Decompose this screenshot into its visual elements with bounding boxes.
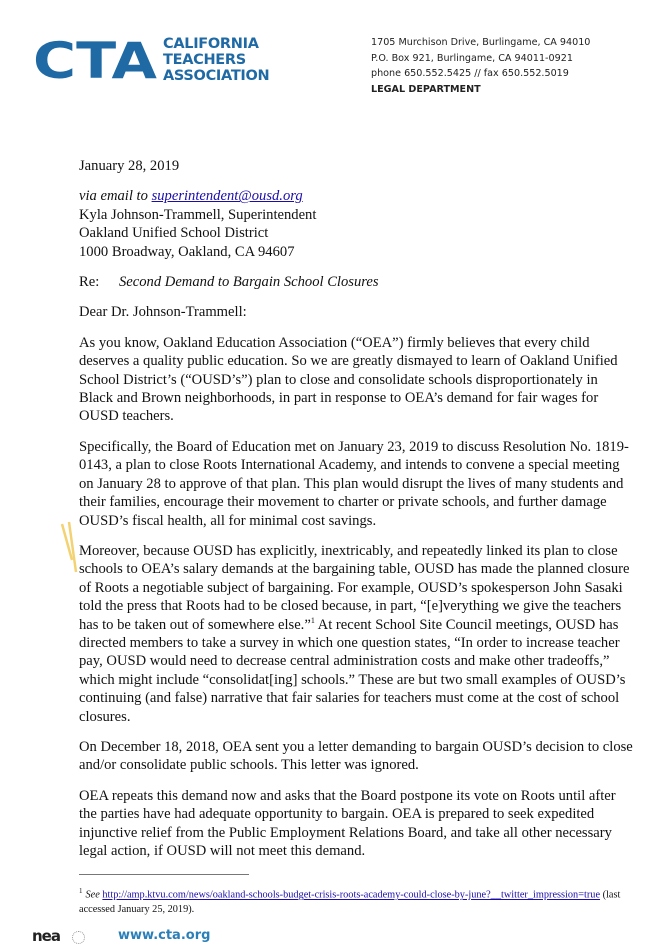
- paragraph: On December 18, 2018, OEA sent you a letter demanding to bargain OUSD’s decision to close and/or consolidate public schools. This letter was ignored.: [79, 738, 633, 774]
- via-email-label: via email to: [79, 188, 152, 205]
- paragraph: OEA repeats this demand now and asks that the Board postpone its vote on Roots until after the parties have had adequate opportunity to bargain. OEA is prepared to seek expedited injunctive relief from the Public Employment Relations Board, and take all other necessary legal action, if OUSD will not meet this demand.: [79, 787, 616, 859]
- footnote-suffix: (last accessed January 25, 2019).: [79, 889, 621, 915]
- highlighter-mark-icon: [60, 520, 80, 580]
- website-url[interactable]: www.cta.org: [118, 927, 211, 943]
- paragraph: Moreover, because OUSD has explicitly, inextricably, and repeatedly linked its plan to close schools to OEA’s salary demands at the bargaining table, OUSD has made the planned closure of Roots a negotiable subject of bargaining. For example, OUSD’s spokesperson John Sasaki told the press that Roots had to be closed because, in part, “[e]verything we give the teachers has to be taken out of somewhere else.”$^1$ At recent School Site Council meetings, OUSD has directed members to take a survey in which one question states, “In order to increase teacher pay, OUSD would need to decrease central administration costs and make other tradeoffs,” which might include “consolidat[ing] schools.” These are but two small examples of OUSD’s continuing (and false) narrative that fair salaries for teachers must come at the cost of school closures.: [79, 542, 630, 725]
- paragraph: As you know, Oakland Education Association (“OEA”) firmly believes that every child deserves a quality public education. So we are greatly dismayed to learn of Oakland Unified School District’s (“OUSD’s”) plan to close and consolidate schools disproportionately in Black and Brown neighborhoods, in part in response to OEA’s demand for fair wages for OUSD teachers.: [79, 334, 618, 425]
- subject-line: [79, 273, 635, 291]
- svg-text:CTA: CTA: [33, 34, 158, 84]
- letter-date: January 28, 2019: [79, 158, 180, 174]
- footnote-number: 1: [79, 887, 83, 896]
- footnote: [79, 884, 635, 916]
- re-subject: Second Demand to Bargain School Closures: [119, 274, 379, 291]
- recipient-email-link[interactable]: superintendent@ousd.org: [151, 188, 303, 205]
- org-line: TEACHERS: [163, 52, 246, 68]
- nea-logo: nea: [32, 926, 60, 945]
- recipient-line: 1000 Broadway, Oakland, CA 94607: [79, 243, 295, 260]
- organization-name: [163, 36, 269, 84]
- paragraph: Specifically, the Board of Education met on January 23, 2019 to discuss Resolution No. 1819-0143, a plan to close Roots International Academy, and intends to convene a special meeting on January 28 to approve of that plan. This plan would disrupt the lives of many students and their families, encourage their movement to charter or private schools, and further damage OUSD’s fiscal health, all for minimal cost savings.: [79, 438, 629, 529]
- salutation: Dear Dr. Johnson-Trammell:: [79, 304, 247, 321]
- page-footer: [32, 927, 635, 951]
- address-line: P.O. Box 921, Burlingame, CA 94011-0921: [371, 52, 573, 64]
- letterhead-address: [371, 35, 590, 97]
- letter-body: [32, 157, 635, 951]
- footnote-see: See: [85, 889, 100, 901]
- footnote-ref[interactable]: 1: [310, 615, 315, 625]
- org-line: ASSOCIATION: [163, 68, 270, 84]
- footnote-link[interactable]: http://amp.ktvu.com/news/oakland-schools-budget-crisis-roots-academy-could-close-by-june?__twitter_impression=true: [102, 889, 601, 901]
- re-label: Re:: [79, 274, 100, 291]
- recipient-line: Oakland Unified School District: [79, 225, 269, 242]
- footnote-divider: [79, 874, 249, 875]
- recipient-block: [79, 187, 635, 261]
- recipient-line: Kyla Johnson-Trammell, Superintendent: [79, 206, 317, 223]
- phone-fax-line: phone 650.552.5425 // fax 650.552.5019: [371, 68, 569, 79]
- cta-logo: [33, 34, 158, 84]
- org-line: CALIFORNIA: [163, 36, 259, 52]
- department: LEGAL DEPARTMENT: [371, 83, 481, 95]
- seal-icon: [72, 931, 85, 944]
- address-line: 1705 Murchison Drive, Burlingame, CA 94010: [371, 37, 591, 48]
